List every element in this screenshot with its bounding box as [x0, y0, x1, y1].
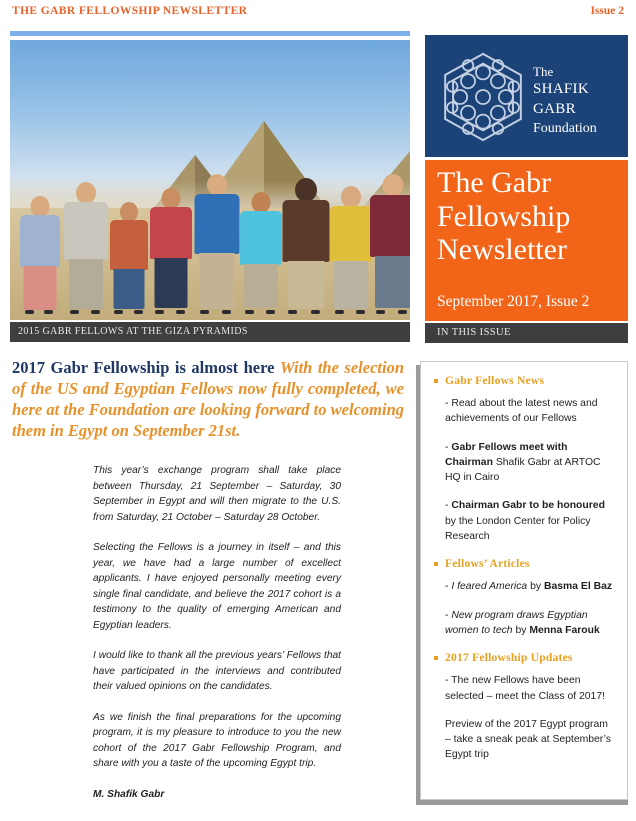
body-paragraph: Selecting the Fellows is a journey in itself – and this year, we have had a large number of excellect applicants. I have enjoyed personally meeting every single final candidate, and believe the 2017 cohort is a testimony to the quality of emerging American and Egyptian leaders.	[93, 542, 341, 631]
in-this-issue-bar	[425, 323, 628, 343]
sidebar-sections	[433, 374, 615, 763]
photo-person-legs	[24, 266, 57, 310]
photo-person-shoe	[288, 310, 297, 314]
sidebar-section	[433, 374, 615, 544]
photo-person-torso	[283, 200, 330, 262]
photo-person-legs	[244, 264, 278, 308]
title-line-2: Fellowship	[437, 199, 571, 233]
foundation-logo-text	[533, 63, 628, 138]
photo-person-shoe	[70, 310, 79, 314]
photo-person-legs	[69, 259, 103, 309]
logo-line-foundation: Foundation	[533, 120, 597, 136]
sidebar-section	[433, 651, 615, 762]
photo-person-head	[162, 188, 181, 209]
photo-person	[148, 188, 194, 314]
photo-person-torso	[110, 220, 148, 270]
sidebar-item[interactable]: - Chairman Gabr to be honoured by the London Center for Policy Research	[445, 500, 605, 543]
sidebar-section-heading: Fellows’ Articles	[433, 557, 615, 570]
article-headline	[12, 357, 404, 441]
photo-person-torso	[64, 202, 108, 260]
sidebar-section-heading: 2017 Fellowship Updates	[433, 651, 615, 664]
photo-person-head	[295, 178, 317, 202]
sidebar-item[interactable]: - I feared America by Basma El Baz	[445, 581, 613, 593]
photo-person	[368, 174, 410, 314]
masthead	[0, 0, 636, 26]
photo-person-shoe	[176, 310, 185, 314]
photo-person-legs	[114, 269, 145, 309]
hexagon-lattice-icon	[439, 51, 527, 143]
photo-person-shoe	[266, 310, 275, 314]
photo-person-legs	[155, 258, 188, 308]
body-paragraph: This year’s exchange program shall take place between Thursday, 21 September – Saturday, 30 September in Egypt and will then migrate to the U.S. from Saturday, 21 October – Saturday 28 October.	[93, 465, 341, 523]
masthead-title: THE GABR FELLOWSHIP NEWSLETTER	[12, 5, 248, 17]
photo-person-shoe	[44, 310, 53, 314]
photo-person-legs	[334, 261, 368, 309]
photo-person-shoe	[311, 310, 320, 314]
sidebar-item-bold: Gabr Fellows meet with Chairman	[445, 441, 568, 468]
photo-person	[238, 192, 284, 314]
photo-person-shoe	[155, 310, 164, 314]
logo-line-name: SHAFIK GABR	[533, 81, 589, 117]
photo-person-shoe	[376, 310, 385, 314]
headline-rest: With the selection of the US and Egyptian Fellows now fully completed, we here at the Foundation are looking forward to welcoming them in Egypt on September 21st.	[12, 358, 405, 441]
in-this-issue-label: IN THIS ISSUE	[437, 327, 511, 338]
photo-person	[108, 202, 150, 314]
photo-person-head	[252, 192, 271, 213]
sidebar-item[interactable]: - Read about the latest news and achievements of our Fellows	[445, 398, 598, 425]
body-paragraph: As we finish the final preparations for the upcoming program, it is my pleasure to introduce to you the new cohort of the 2017 Gabr Fellowship Program, and share with you a taste of the upcoming Egypt trip.	[93, 711, 341, 769]
photo-person-torso	[240, 211, 282, 265]
body-paragraph: I would like to thank all the previous years’ Fellows that have participated in the interviews and contributed their valued opinions on the candidates.	[93, 650, 341, 692]
photo-person-torso	[370, 195, 410, 257]
header-rule	[10, 31, 410, 36]
masthead-issue-number: Issue 2	[590, 5, 624, 17]
photo-person-legs	[288, 261, 325, 309]
hero-photo	[10, 40, 410, 320]
sidebar-item[interactable]: - The new Fellows have been selected – meet the Class of 2017!	[445, 675, 605, 702]
newsletter-title	[437, 166, 570, 267]
photo-person-shoe	[222, 310, 231, 314]
photo-person-head	[207, 174, 227, 196]
photo-person	[62, 182, 110, 314]
sidebar-item-author: Basma El Baz	[543, 581, 613, 593]
photo-person-shoe	[335, 310, 344, 314]
photo-person-head	[76, 182, 96, 204]
author-signature: M. Shafik Gabr	[93, 788, 165, 800]
sidebar-item-title: I feared America	[451, 581, 528, 593]
sidebar-section-heading: Gabr Fellows News	[433, 374, 615, 387]
article-body	[93, 463, 341, 817]
photo-person-shoe	[114, 310, 123, 314]
photo-person-head	[31, 196, 50, 217]
photo-person-legs	[200, 253, 235, 309]
title-line-3: Newsletter	[437, 233, 567, 267]
newsletter-date-issue: September 2017, Issue 2	[437, 293, 590, 310]
photo-person	[192, 174, 242, 314]
hero-caption-text: 2015 GABR FELLOWS AT THE GIZA PYRAMIDS	[18, 326, 248, 337]
newsletter-title-block	[425, 160, 628, 321]
photo-person-torso	[195, 194, 240, 254]
photo-person-legs	[375, 256, 410, 308]
photo-person-torso	[150, 207, 192, 259]
sidebar-item-bold: Chairman Gabr to be honoured	[451, 500, 605, 512]
photo-person-shoe	[91, 310, 100, 314]
photo-person-shoe	[134, 310, 143, 314]
sidebar-item-title: New program draws Egyptian women to tech	[445, 609, 588, 636]
sidebar-item[interactable]: Preview of the 2017 Egypt program – take a sneak peak at September’s Egypt trip	[445, 718, 611, 761]
sidebar-item[interactable]: - Gabr Fellows meet with Chairman Shafik Gabr at ARTOC HQ in Cairo	[445, 441, 601, 484]
photo-person-head	[383, 174, 404, 197]
foundation-logo-block	[425, 35, 628, 157]
photo-person-shoe	[25, 310, 34, 314]
title-line-1: The Gabr	[437, 166, 552, 199]
photo-person-shoe	[200, 310, 209, 314]
headline-lead: 2017 Gabr Fellowship is almost here	[12, 358, 280, 377]
sidebar-item[interactable]: - New program draws Egyptian women to tech by Menna Farouk	[445, 609, 600, 636]
photo-person-shoe	[245, 310, 254, 314]
photo-person-head	[120, 202, 138, 222]
hero-caption-bar	[10, 322, 410, 342]
photo-person	[18, 196, 62, 314]
photo-person-shoe	[356, 310, 365, 314]
photo-person-shoe	[398, 310, 407, 314]
logo-line-the: The	[533, 64, 554, 79]
photo-person-head	[341, 186, 361, 208]
photo-person-torso	[20, 215, 60, 267]
photo-person	[280, 178, 332, 314]
photo-person-torso	[330, 206, 372, 262]
sidebar-item-author: Menna Farouk	[529, 624, 600, 636]
in-this-issue-panel	[420, 361, 628, 800]
sidebar-section	[433, 557, 615, 638]
